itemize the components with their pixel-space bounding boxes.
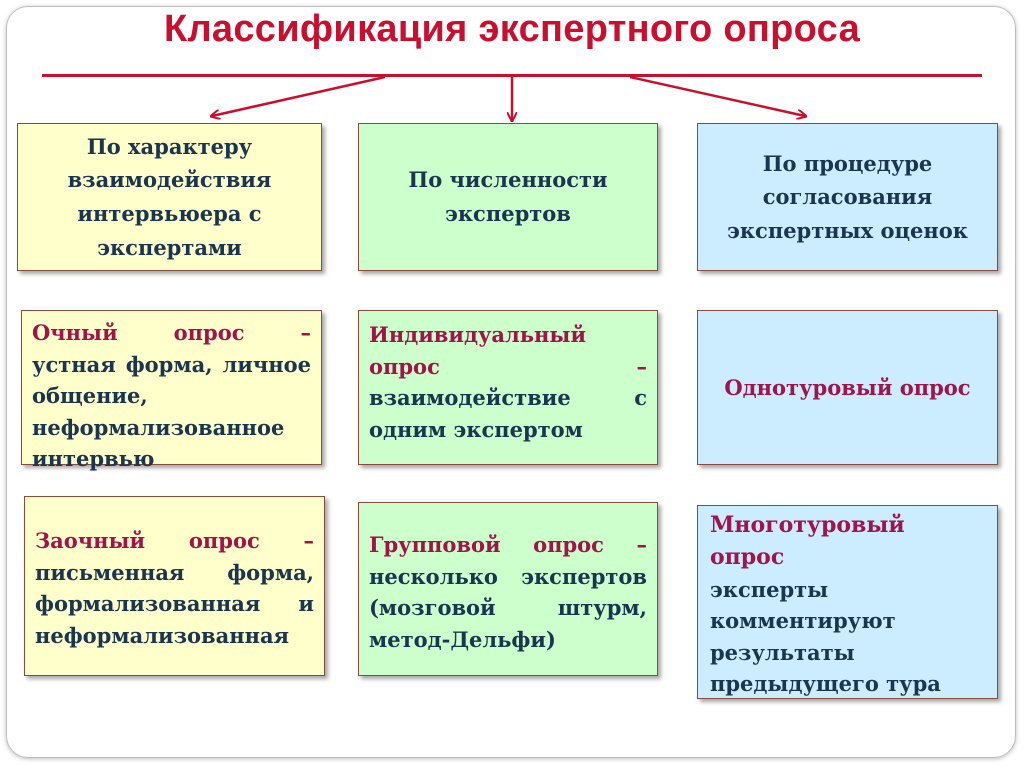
category-box-procedure — [697, 123, 998, 271]
item-description: устная форма, личное общение, неформализованное интервью — [32, 351, 311, 471]
category-box-number — [358, 123, 658, 271]
item-description: эксперты комментируют результаты предыдущего тура — [710, 576, 941, 697]
arrow-right — [630, 77, 805, 116]
arrow-left — [212, 77, 385, 116]
item-dash: – — [303, 528, 315, 553]
item-term: Однотуровый опрос — [724, 374, 971, 400]
page-title: Классификация экспертного опроса — [163, 8, 861, 50]
category-label: По характеру взаимодействия интервьюера с экспертами — [67, 133, 272, 260]
item-term: Многотуровый опрос — [710, 512, 905, 570]
item-box-single-round — [697, 310, 998, 465]
item-box-face-to-face — [21, 310, 322, 471]
item-box-correspondence — [24, 496, 325, 676]
item-description: несколько экспертов (мозговой штурм, метод-Дельфи) — [369, 563, 647, 652]
item-box-group — [358, 502, 658, 676]
item-term: Индивидуальный — [369, 322, 587, 347]
item-dash: – — [636, 353, 647, 379]
item-term: Заочный опрос — [35, 528, 260, 553]
item-dash: – — [300, 320, 312, 345]
item-box-individual: Индивидуальный опрос – взаимодействие с одним экспертом — [358, 310, 658, 465]
category-label: По численности экспертов — [408, 167, 608, 226]
category-box-interaction — [17, 123, 322, 271]
item-term: Очный опрос — [32, 320, 245, 345]
item-description: письменная форма, формализованная и неформализованная — [35, 559, 314, 648]
category-label: По процедуре согласования экспертных оценок — [727, 150, 968, 243]
item-dash: – — [636, 532, 647, 557]
item-box-multi-round — [697, 505, 998, 699]
item-term: Групповой опрос — [369, 532, 604, 557]
